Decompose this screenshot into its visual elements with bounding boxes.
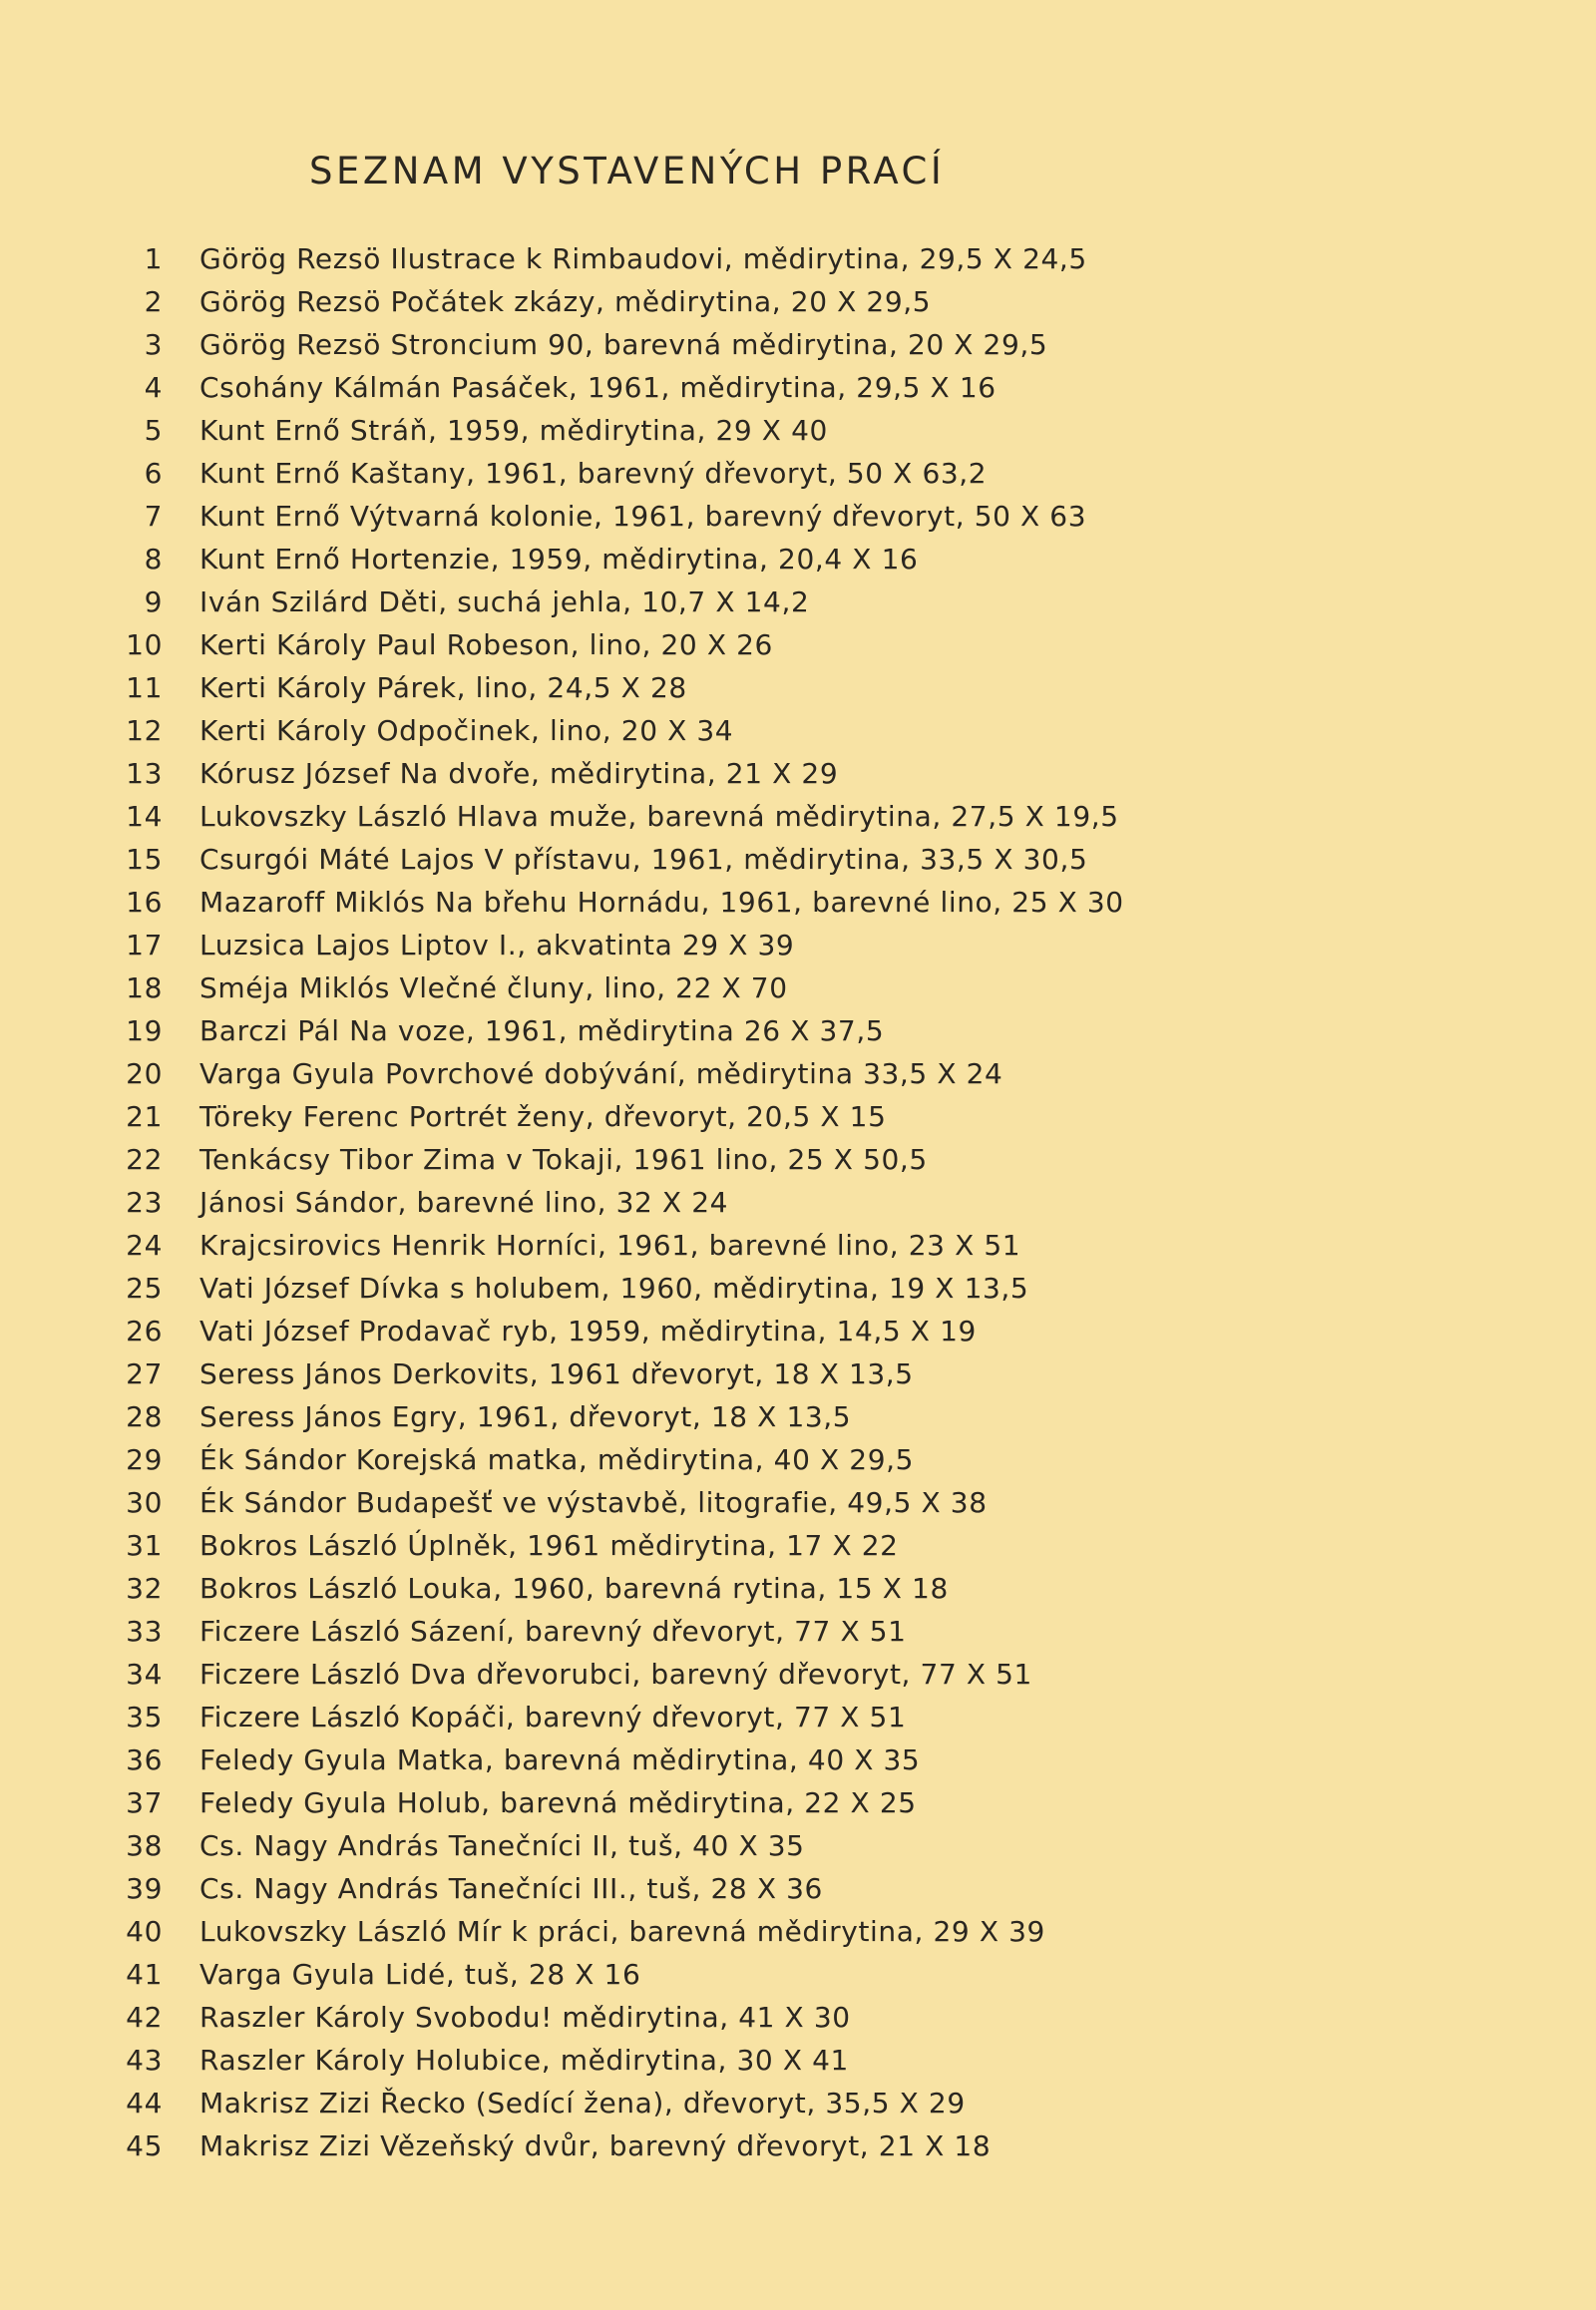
list-item — [0, 1610, 1596, 1653]
list-item — [0, 538, 1596, 580]
list-item — [0, 623, 1596, 666]
list-item — [0, 709, 1596, 752]
list-item — [0, 1395, 1596, 1438]
item-number: 20 — [126, 1057, 163, 1090]
item-number: 36 — [126, 1743, 163, 1776]
item-number: 45 — [126, 2129, 163, 2162]
item-text: Raszler Károly Holubice, mědirytina, 30 X 41 — [200, 2044, 849, 2077]
item-text: Görög Rezsö Ilustrace k Rimbaudovi, mědirytina, 29,5 X 24,5 — [200, 242, 1087, 275]
item-text: Feledy Gyula Matka, barevná mědirytina, 40 X 35 — [200, 1743, 921, 1776]
list-item — [0, 1224, 1596, 1267]
item-number: 25 — [126, 1272, 163, 1305]
list-item — [0, 1181, 1596, 1224]
item-text: Ék Sándor Budapešť ve výstavbě, litografie, 49,5 X 38 — [200, 1486, 988, 1519]
item-text: Cs. Nagy András Tanečníci II, tuš, 40 X 35 — [200, 1829, 805, 1862]
item-text: Iván Szilárd Děti, suchá jehla, 10,7 X 14,2 — [200, 585, 810, 618]
list-item — [0, 1481, 1596, 1524]
item-number: 14 — [126, 800, 163, 833]
list-item — [0, 280, 1596, 323]
item-text: Ficzere László Dva dřevorubci, barevný dřevoryt, 77 X 51 — [200, 1658, 1032, 1691]
item-text: Bokros László Úplněk, 1961 mědirytina, 17 X 22 — [200, 1529, 899, 1562]
item-number: 4 — [144, 371, 163, 404]
list-item — [0, 666, 1596, 709]
item-number: 6 — [144, 457, 163, 490]
item-number: 10 — [126, 628, 163, 661]
item-number: 39 — [126, 1872, 163, 1905]
list-item — [0, 1953, 1596, 1996]
item-text: Kórusz József Na dvoře, mědirytina, 21 X 29 — [200, 757, 839, 790]
item-number: 15 — [126, 843, 163, 876]
list-item — [0, 2039, 1596, 2082]
list-item — [0, 1138, 1596, 1181]
item-text: Seress János Derkovits, 1961 dřevoryt, 18 X 13,5 — [200, 1357, 914, 1390]
item-number: 40 — [126, 1915, 163, 1948]
list-item — [0, 580, 1596, 623]
list-item — [0, 1996, 1596, 2039]
item-text: Vati József Prodavač ryb, 1959, mědirytina, 14,5 X 19 — [200, 1315, 977, 1348]
item-text: Varga Gyula Lidé, tuš, 28 X 16 — [200, 1958, 641, 1991]
item-number: 12 — [126, 714, 163, 747]
item-text: Görög Rezsö Stroncium 90, barevná mědirytina, 20 X 29,5 — [200, 328, 1048, 361]
item-text: Lukovszky László Hlava muže, barevná mědirytina, 27,5 X 19,5 — [200, 800, 1119, 833]
item-number: 41 — [126, 1958, 163, 1991]
item-text: Sméja Miklós Vlečné čluny, lino, 22 X 70 — [200, 971, 788, 1004]
item-text: Kunt Ernő Hortenzie, 1959, mědirytina, 20,4 X 16 — [200, 543, 919, 576]
list-item — [0, 237, 1596, 280]
item-text: Makrisz Zizi Řecko (Sedící žena), dřevoryt, 35,5 X 29 — [200, 2087, 966, 2119]
list-item — [0, 1310, 1596, 1352]
item-text: Ficzere László Sázení, barevný dřevoryt, 77 X 51 — [200, 1615, 907, 1648]
list-item — [0, 1696, 1596, 1738]
item-text: Kunt Ernő Výtvarná kolonie, 1961, barevný dřevoryt, 50 X 63 — [200, 500, 1087, 533]
item-number: 1 — [144, 242, 163, 275]
list-item — [0, 1867, 1596, 1910]
list-item — [0, 1352, 1596, 1395]
item-number: 11 — [126, 671, 163, 704]
item-number: 3 — [144, 328, 163, 361]
list-item — [0, 795, 1596, 838]
list-item — [0, 1738, 1596, 1781]
item-number: 34 — [126, 1658, 163, 1691]
item-number: 28 — [126, 1400, 163, 1433]
list-item — [0, 1567, 1596, 1610]
list-item — [0, 366, 1596, 409]
list-item — [0, 1653, 1596, 1696]
list-item — [0, 2124, 1596, 2167]
item-number: 19 — [126, 1014, 163, 1047]
list-item — [0, 323, 1596, 366]
item-text: Vati József Dívka s holubem, 1960, mědirytina, 19 X 13,5 — [200, 1272, 1029, 1305]
list-item — [0, 838, 1596, 881]
list-item — [0, 752, 1596, 795]
item-number: 23 — [126, 1186, 163, 1219]
item-number: 35 — [126, 1701, 163, 1733]
item-text: Ficzere László Kopáči, barevný dřevoryt, 77 X 51 — [200, 1701, 907, 1733]
item-number: 18 — [126, 971, 163, 1004]
item-number: 32 — [126, 1572, 163, 1605]
works-list — [0, 237, 1596, 2167]
item-text: Lukovszky László Mír k práci, barevná mědirytina, 29 X 39 — [200, 1915, 1045, 1948]
item-text: Mazaroff Miklós Na břehu Hornádu, 1961, barevné lino, 25 X 30 — [200, 886, 1124, 919]
item-number: 24 — [126, 1229, 163, 1262]
item-number: 8 — [144, 543, 163, 576]
item-text: Luzsica Lajos Liptov I., akvatinta 29 X 39 — [200, 929, 795, 962]
list-item — [0, 1095, 1596, 1138]
item-number: 27 — [126, 1357, 163, 1390]
item-text: Barczi Pál Na voze, 1961, mědirytina 26 X 37,5 — [200, 1014, 885, 1047]
item-text: Bokros László Louka, 1960, barevná rytina, 15 X 18 — [200, 1572, 949, 1605]
item-text: Kunt Ernő Stráň, 1959, mědirytina, 29 X 40 — [200, 414, 828, 447]
item-text: Cs. Nagy András Tanečníci III., tuš, 28 X 36 — [200, 1872, 823, 1905]
item-number: 16 — [126, 886, 163, 919]
item-number: 30 — [126, 1486, 163, 1519]
item-number: 22 — [126, 1143, 163, 1176]
item-number: 2 — [144, 285, 163, 318]
list-item — [0, 1267, 1596, 1310]
list-item — [0, 1910, 1596, 1953]
list-item — [0, 1438, 1596, 1481]
item-text: Feledy Gyula Holub, barevná mědirytina, 22 X 25 — [200, 1786, 917, 1819]
item-text: Töreky Ferenc Portrét ženy, dřevoryt, 20,5 X 15 — [200, 1100, 887, 1133]
item-number: 7 — [144, 500, 163, 533]
list-item — [0, 2082, 1596, 2124]
item-number: 37 — [126, 1786, 163, 1819]
item-number: 44 — [126, 2087, 163, 2119]
item-number: 26 — [126, 1315, 163, 1348]
item-text: Kerti Károly Párek, lino, 24,5 X 28 — [200, 671, 687, 704]
item-number: 29 — [126, 1443, 163, 1476]
item-text: Ék Sándor Korejská matka, mědirytina, 40 X 29,5 — [200, 1443, 915, 1476]
item-text: Kerti Károly Odpočinek, lino, 20 X 34 — [200, 714, 734, 747]
list-item — [0, 1052, 1596, 1095]
list-item — [0, 452, 1596, 495]
page-title: SEZNAM VYSTAVENÝCH PRACÍ — [309, 150, 946, 192]
item-number: 38 — [126, 1829, 163, 1862]
item-text: Makrisz Zizi Vězeňský dvůr, barevný dřevoryt, 21 X 18 — [200, 2129, 992, 2162]
list-item — [0, 924, 1596, 966]
item-text: Jánosi Sándor, barevné lino, 32 X 24 — [200, 1186, 729, 1219]
item-number: 43 — [126, 2044, 163, 2077]
item-number: 31 — [126, 1529, 163, 1562]
item-number: 42 — [126, 2001, 163, 2034]
list-item — [0, 1781, 1596, 1824]
item-number: 17 — [126, 929, 163, 962]
item-text: Csurgói Máté Lajos V přístavu, 1961, mědirytina, 33,5 X 30,5 — [200, 843, 1088, 876]
item-text: Kunt Ernő Kaštany, 1961, barevný dřevoryt, 50 X 63,2 — [200, 457, 988, 490]
list-item — [0, 1524, 1596, 1567]
list-item — [0, 881, 1596, 924]
item-text: Tenkácsy Tibor Zima v Tokaji, 1961 lino, 25 X 50,5 — [200, 1143, 928, 1176]
item-text: Krajcsirovics Henrik Horníci, 1961, barevné lino, 23 X 51 — [200, 1229, 1021, 1262]
item-number: 21 — [126, 1100, 163, 1133]
list-item — [0, 409, 1596, 452]
item-number: 33 — [126, 1615, 163, 1648]
item-number: 5 — [144, 414, 163, 447]
item-number: 13 — [126, 757, 163, 790]
item-text: Seress János Egry, 1961, dřevoryt, 18 X 13,5 — [200, 1400, 852, 1433]
item-text: Kerti Károly Paul Robeson, lino, 20 X 26 — [200, 628, 773, 661]
item-text: Csohány Kálmán Pasáček, 1961, mědirytina, 29,5 X 16 — [200, 371, 997, 404]
item-number: 9 — [144, 585, 163, 618]
item-text: Görög Rezsö Počátek zkázy, mědirytina, 20 X 29,5 — [200, 285, 932, 318]
list-item — [0, 495, 1596, 538]
item-text: Raszler Károly Svobodu! mědirytina, 41 X 30 — [200, 2001, 851, 2034]
list-item — [0, 1824, 1596, 1867]
list-item — [0, 966, 1596, 1009]
list-item — [0, 1009, 1596, 1052]
item-text: Varga Gyula Povrchové dobývání, mědirytina 33,5 X 24 — [200, 1057, 1003, 1090]
